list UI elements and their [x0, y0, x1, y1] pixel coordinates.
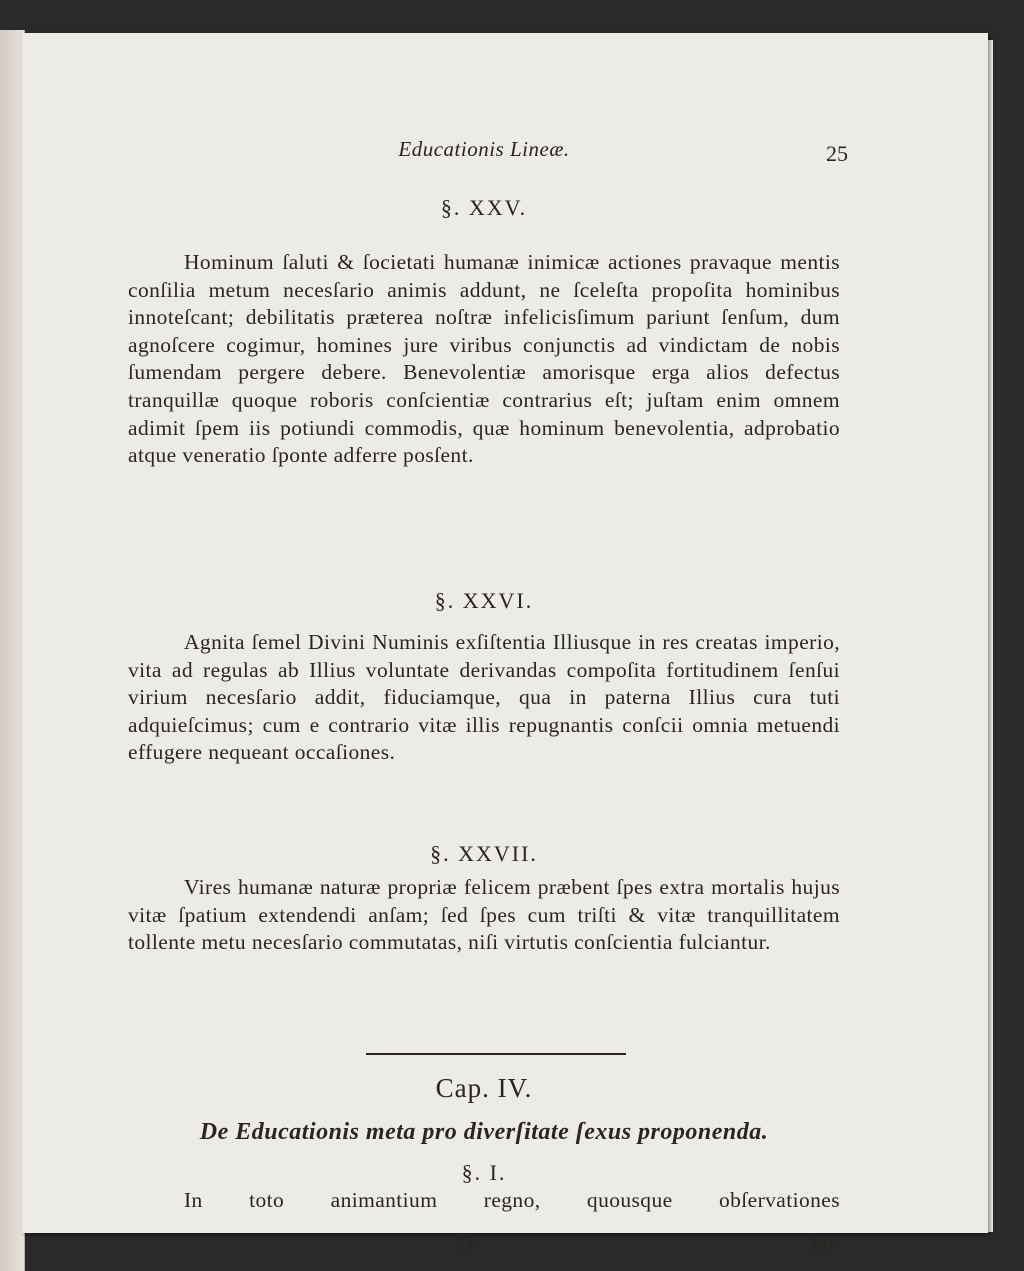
paragraph-xxvii: Vires humanæ naturæ propriæ felicem præbent ſpes extra mortalis hujus vitæ ſpatium extendendi anſam; ſed ſpes cum triſti & vitæ tranquillitatem tollente metu necesſario commutatas, niſi virtutis conſcientia fulciantur. [128, 875, 840, 955]
catchword: ho- [812, 1231, 840, 1255]
paragraph-i-first-line: In toto animantium regno, quousque obſervationes [184, 1188, 840, 1212]
chapter-subtitle: De Educationis meta pro diverſitate ſexus proponenda. [199, 1119, 769, 1145]
chapter-title: Cap. IV. [435, 1073, 533, 1103]
signature-mark: D [458, 1229, 474, 1254]
section-heading-xxvi: §. XXVI. [434, 588, 534, 613]
paragraph-xxv: Hominum ſaluti & ſocietati humanæ inimicæ actiones pravaque mentis conſilia metum necesſario animis addunt, ne ſceleſta propoſita hominibus innoteſcant; debilitatis præterea noſtræ infelicisſimum pariunt ſenſum, dum agnoſcere cogimur, homines jure viribus conjunctis ad vindictam de nobis ſumendam pergere debere. Benevolentiæ amorisque erga alios defectus tranquillæ quoque roboris conſcientiæ contrarius eſt; juſtam enim omnem adimit ſpem iis potiundi commodis, quæ hominum benevolentia, adprobatio atque veneratio ſponte adferre posſent. [128, 250, 840, 468]
divider-rule [366, 1053, 626, 1055]
section-heading-i: §. I. [461, 1160, 507, 1185]
section-heading-xxv: §. XXV. [440, 195, 528, 220]
section-heading-xxvii: §. XXVII. [430, 841, 538, 866]
paragraph-xxvi: Agnita ſemel Divini Numinis exſiſtentia Illiusque in res creatas imperio, vita ad regulas ab Illius voluntate derivandas compoſita fortitudinem ſenſui virium necesſario addit, fiduciamque, qua in paterna Illius cura tuti adquieſcimus; cum e contrario vitæ illis repugnantis conſcii omnia metuendi effugere nequeant occaſiones. [128, 630, 840, 765]
book-page [22, 33, 988, 1255]
page-number: 25 [826, 141, 848, 166]
running-title: Educationis Lineæ. [398, 137, 570, 161]
